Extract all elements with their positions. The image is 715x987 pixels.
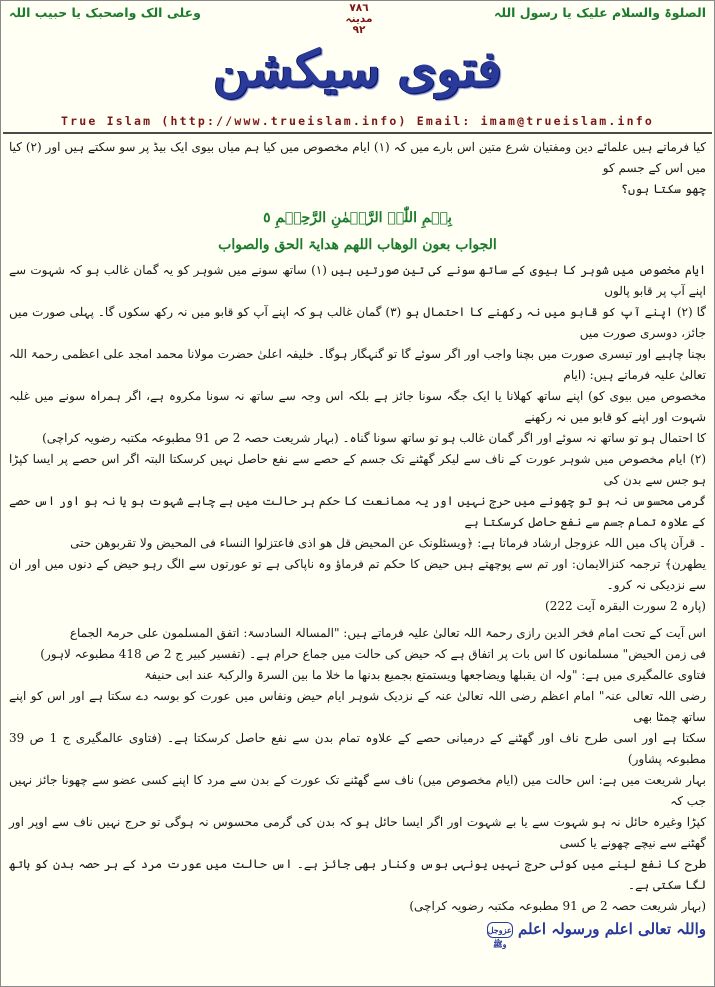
closing-text: واللہ تعالی اعلم ورسولہ اعلم (518, 920, 706, 938)
bahar-reference: (بہار شریعت حصہ 2 ص 91 مطبوعہ مکتبہ رضویہ کراچی) (409, 899, 706, 913)
razi-quote-block (9, 623, 706, 665)
answer-line: مخصوص میں بیوی کو) اپنے ساتھ کھلانا یا ایک جگہ سونا جائز ہے بلکہ اس وجہ سے ساتھ نہ سونا مکروہ ہے، اگر ہمراہ سونے میں غلبہ شہوت اور اپنے کو قابو میں نہ رکھنے (9, 389, 706, 424)
surah-reference: (پارہ 2 سورت البقرہ آیت 222) (545, 599, 706, 613)
number-top: ٧٨٦ (349, 2, 369, 14)
answer-line: یطھرن﴾ ترجمہ کنزالایمان: اور تم سے پوچھتے ہیں حیض کا حکم تم فرماؤ وہ ناپاکی ہے تو عورتوں سے الگ رہو حیض کے دنوں میں اور ان سے نزدیکی نہ کرو۔ (9, 557, 706, 592)
bahar-line: طرح کا نفع لینے میں کوئی حرج نہیں یونہی بوس وکنار بھی جائز ہے۔ اس حالت میں عورت مرد کے ہر حصہ بدن کو ہاتھ لگا سکتی ہے۔ (9, 857, 706, 892)
answer-line: گا (٢) اپنے آپ کو قابو میں نہ رکھنے کا احتمال ہو (٣) گمان غالب ہو کہ اپنے آپ کو قابو میں نہ رکھ سکوں گا۔ پہلی صورت میں جائز، دوسری صورت میں (9, 305, 706, 340)
answer-line: ۔ قرآن پاک میں اللہ عزوجل ارشاد فرماتا ہے: ﴿ویسئلونک عن المحیض قل ھو اذی فاعتزلوا النساء فی المحیض ولا تقربوھن حتی (70, 536, 706, 550)
page-title: فتوی سیکشن (213, 39, 502, 98)
salat-right-text: الصلوۃ والسلام علیک یا رسول اللہ (494, 5, 706, 20)
answer-line: گرمی محسوس نہ ہو تو چھونے میں حرج نہیں اور یہ ممانعت کا حکم ہر حالت میں ہے چاہے شہوت ہو یا نہ ہو اور اس حصے کے علاوہ تمام جسم سے نفع حاصل کرسکتا ہے (9, 494, 706, 529)
number-bottom: ٩٢ (352, 24, 366, 36)
answer-block (9, 260, 706, 617)
answer-heading: الجواب بعون الوھاب اللھم ھدایۃ الحق والصواب (218, 237, 497, 253)
closing-line (9, 919, 706, 949)
number-middle: مدینہ (345, 13, 373, 25)
question-block (9, 137, 706, 200)
answer-line: بچنا چاہیے اور تیسری صورت میں بچنا واجب اور اگر سوئے گا تو گنہگار ہوگا۔ خلیفہ اعلیٰ حضرت مولانا محمد امجد علی اعظمی رحمۃ اللہ تعالیٰ علیہ فرماتے ہیں: (ایام (9, 347, 706, 382)
salat-left-text: وعلی الک واصحبک یا حبیب اللہ (9, 5, 201, 20)
header-divider (3, 132, 712, 134)
bahar-line: کپڑا وغیرہ حائل نہ ہو شہوت سے یا بے شہوت اور اگر ایسا حائل ہو کہ بدن کی گرمی محسوس نہ ہوگی تو حرج نہیں ناف سے اوپر اور گھٹنے سے نیچے چھونے یا کسی (9, 815, 706, 850)
razi-line: فی زمن الحیض" مسلمانوں کا اس بات پر اتفاق ہے کہ حیض کی حالت میں جماع حرام ہے۔ (تفسیر کبیر ج 2 ص 418 مطبوعہ لاہور) (40, 647, 706, 661)
answer-line: ایام مخصوص میں شوہر کا بیوی کے ساتھ سونے کی تین صورتیں ہیں (١) ساتھ سونے میں شوہر کو یہ گمان غالب ہو کہ شہوت سے اپنے آپ پر قابو پالوں (9, 263, 706, 298)
razi-line: اس آیت کے تحت امام فخر الدین رازی رحمۃ اللہ تعالیٰ علیہ فرماتے ہیں: "المسالۃ السادسۃ: اتفق المسلمون علی حرمۃ الجماع (69, 626, 706, 640)
honorific-seal-icon: عزوجل وﷺ (487, 922, 513, 938)
fatwa-body (9, 137, 706, 976)
number-786-badge (341, 3, 377, 36)
question-line: کیا فرماتے ہیں علمائے دین ومفتیان شرع متین اس بارے میں کہ (١) ایام مخصوص میں کیا ہم میاں بیوی ایک بیڈ پر سو سکتے ہیں اور (٢) کیا میں اس کے جسم کو (9, 140, 706, 175)
answer-line: کا احتمال ہو تو ساتھ نہ سوئے اور اگر گمان غالب ہو تو ساتھ سونا گناہ۔ (بہار شریعت حصہ 2 ص 91 مطبوعہ مکتبہ رضویہ کراچی) (42, 431, 706, 445)
alamgiri-line: فتاوی عالمگیری میں ہے: "ولہ ان یقبلھا ویضاجعھا ویستمتع بجمیع بدنھا ما خلا ما بین السرۃ والرکبۃ عند ابی حنیفۃ (144, 668, 706, 682)
alamgiri-line: سکتا ہے اور اسی طرح ناف اور گھٹنے کے درمیانی حصے کے علاوہ تمام بدن سے نفع حاصل کرسکتا ہے۔ (فتاوی عالمگیری ج 1 ص 39 مطبوعہ پشاور) (9, 731, 706, 766)
question-line: چھو سکتا ہوں؟ (621, 182, 706, 196)
alamgiri-quote-block (9, 665, 706, 770)
site-info-line: True Islam (http://www.trueislam.info) Email: imam@trueislam.info (60, 114, 655, 128)
alamgiri-line: رضی اللہ تعالی عنہ" امام اعظم رضی اللہ تعالیٰ عنہ کے نزدیک شوہر ایام حیض ونفاس میں عورت کو بوسہ دے سکتا ہے اور اس کو اپنے ساتھ چمٹا بھی (9, 689, 706, 724)
answer-line: (٢) ایام مخصوص میں شوہر عورت کے ناف سے لیکر گھٹنے تک جسم کے حصے سے نفع حاصل نہیں کرسکتا البتہ اگر اس حصے پر ایسا کپڑا ہو جس سے بدن کی (9, 452, 706, 487)
bahar-quote-block (9, 770, 706, 917)
bismillah-heading: بِسۡمِ اللّٰہِ الرَّحۡمٰنِ الرَّحِیۡمِ ٥ (263, 210, 452, 226)
bahar-line: بہار شریعت میں ہے: اس حالت میں (ایام مخصوص میں) ناف سے گھٹنے تک عورت کے بدن سے مرد کا اپنے کسی عضو سے چھونا جائز نہیں جب کہ (9, 773, 706, 808)
